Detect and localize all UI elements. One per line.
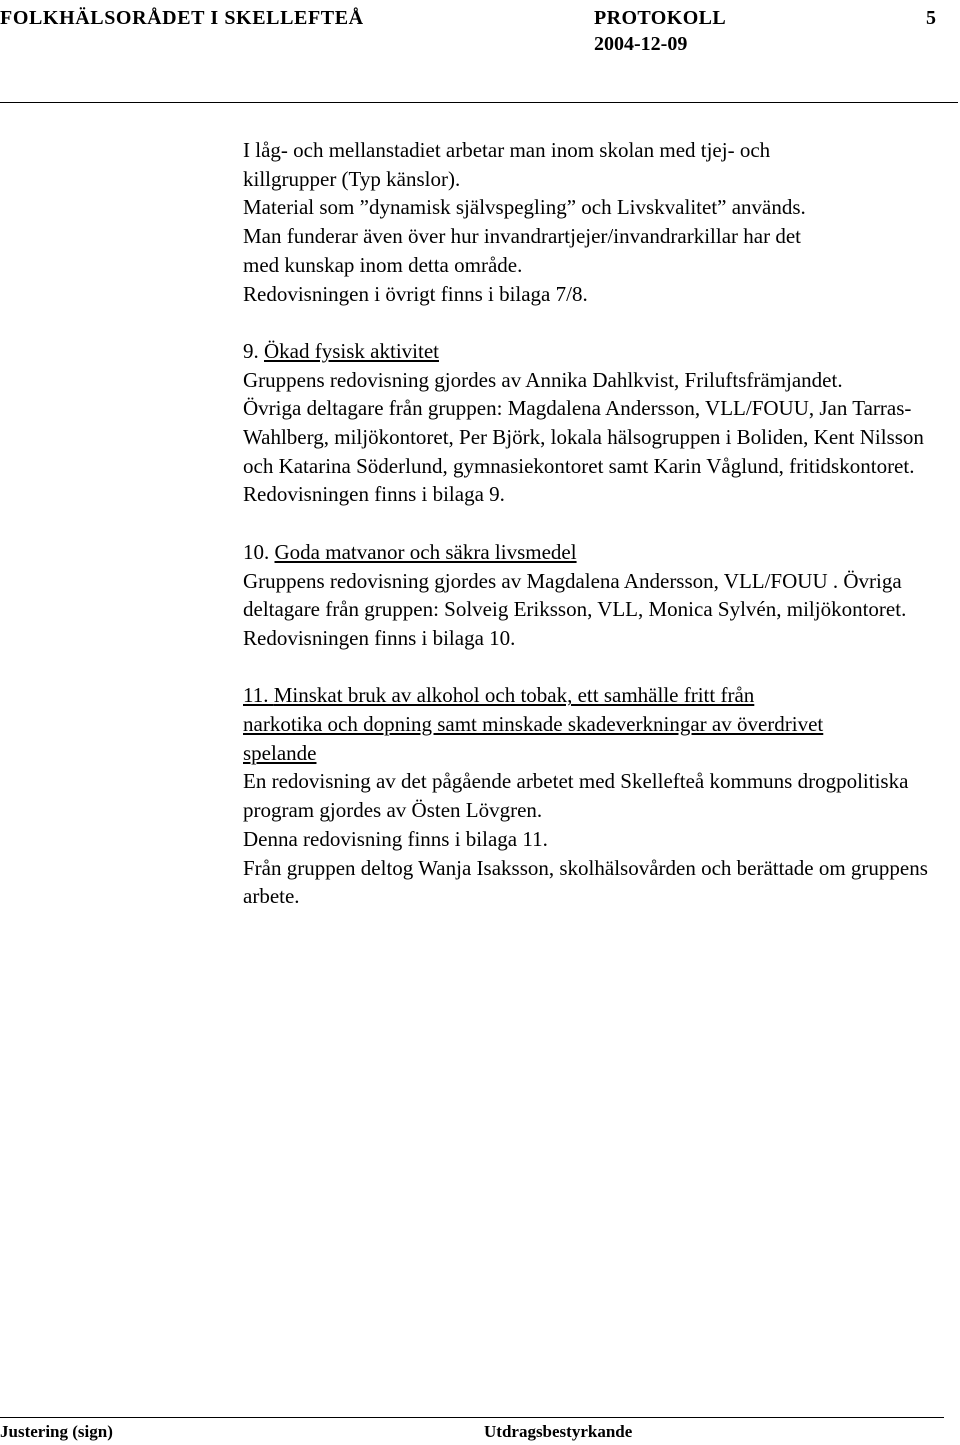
section-number: 10. [243,539,270,564]
organization-name: FOLKHÄLSORÅDET I SKELLEFTEÅ [0,7,364,29]
body-paragraph: Redovisningen finns i bilaga 10. [243,625,516,650]
signature-label: Justering (sign) [0,1422,113,1441]
body-paragraph: Redovisningen finns i bilaga 9. [243,482,505,507]
footer-signature-line [0,1417,944,1418]
body-paragraph: Övriga deltagare från gruppen: Magdalena Andersson, VLL/FOUU, Jan Tarras-Wahlberg, miljökontoret, Per Björk, lokala hälsogruppen i Boliden, Kent Nilsson och Katarina Söderlund, gymnasiekontoret samt Karin Våglund, fritidskontoret. [243,396,924,478]
body-line: I låg- och mellanstadiet arbetar man inom skolan med tjej- och [243,138,771,162]
section-title: Ökad fysisk aktivitet [264,338,439,363]
section-title-line: narkotika och dopning samt minskade skadeverkningar av överdrivet [243,712,824,737]
section-intro [243,136,948,308]
body-paragraph: Gruppens redovisning gjordes av Magdalena Andersson, VLL/FOUU . Övriga deltagare från gruppen: Solveig Eriksson, VLL, Monica Sylvén, miljökontoret. [243,568,907,622]
body-paragraph: Gruppens redovisning gjordes av Annika Dahlkvist, Friluftsfrämjandet. [243,367,843,392]
section-heading [243,739,948,768]
section-heading [243,538,948,567]
body-line: med kunskap inom detta område. [243,252,523,277]
body-line: Man funderar även över hur invandrartjejer/invandrarkillar har det [243,224,801,249]
body-line: Redovisningen i övrigt finns i bilaga 7/8. [243,281,588,306]
document-type: PROTOKOLL [594,7,727,29]
page-number: 5 [926,7,936,29]
document-date: 2004-12-09 [594,33,688,55]
header-divider [0,102,958,103]
section-11 [243,681,948,911]
section-10 [243,538,948,653]
section-title-line: spelande [243,740,317,765]
section-heading [243,681,948,710]
section-number: 11. [243,683,269,708]
section-9 [243,337,948,509]
body-paragraph: En redovisning av det pågående arbetet med Skellefteå kommuns drogpolitiska program gjordes av Östen Lövgren. [243,769,909,823]
section-title: Goda matvanor och säkra livsmedel [274,539,577,564]
section-heading [243,337,948,366]
document-body [243,136,948,911]
body-line: Material som ”dynamisk självspegling” och Livskvalitet” används. [243,195,806,220]
section-number: 9. [243,338,259,363]
body-paragraph: Denna redovisning finns i bilaga 11. [243,826,548,851]
section-heading [243,710,948,739]
body-line: killgrupper (Typ känslor). [243,166,461,191]
section-title-line: Minskat bruk av alkohol och tobak, ett samhälle fritt från [273,683,755,708]
body-paragraph: Från gruppen deltog Wanja Isaksson, skolhälsovården och berättade om gruppens arbete. [243,855,928,909]
certification-label: Utdragsbestyrkande [484,1422,633,1441]
